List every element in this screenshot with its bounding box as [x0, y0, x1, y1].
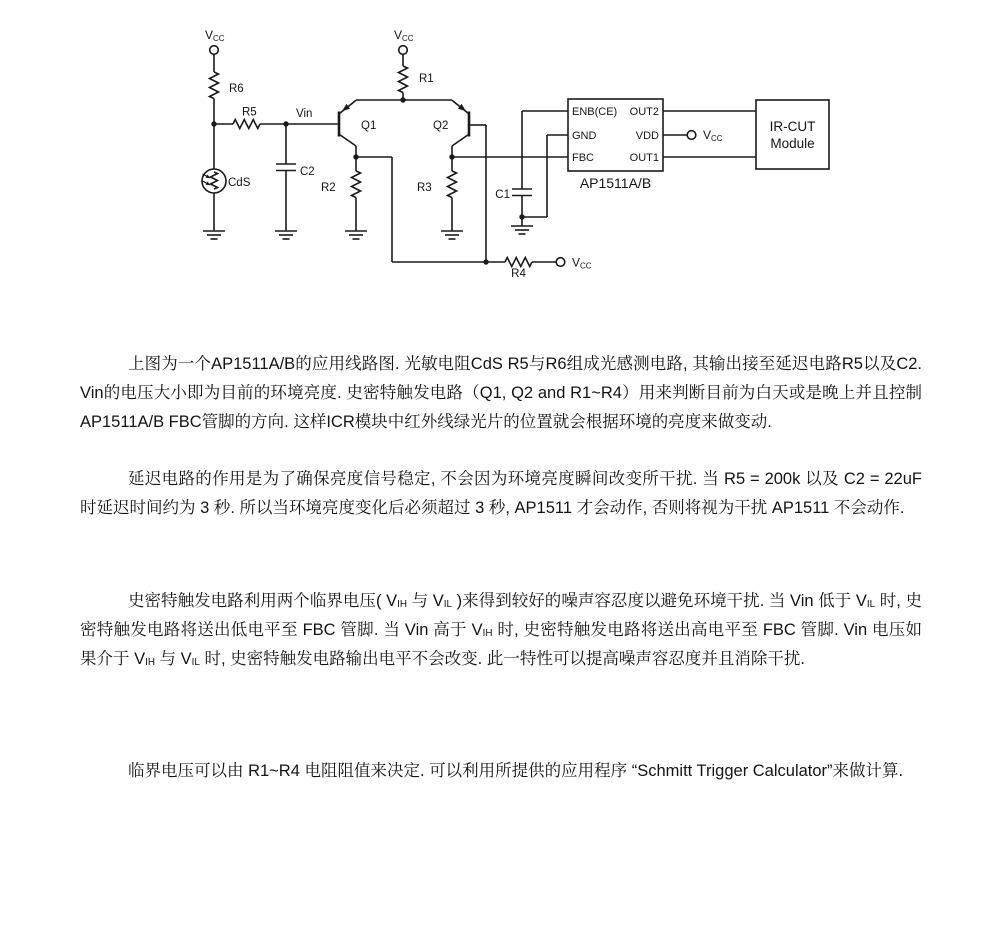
paragraph-circuit-overview: 上图为一个AP1511A/B的应用线路图. 光敏电阻CdS R5与R6组成光感测电路, 其输出接至延迟电路R5以及C2. Vin的电压大小即为目前的环境亮度. 史密特触发电路（Q1, Q2 and R1~R4）用来判断目前为白天或是晚上并且控制AP1511A/B FBC管脚的方向. 这样ICR模块中红外线绿光片的位置就会根据环境的亮度来做变动. — [80, 354, 922, 431]
ground-icon — [511, 226, 533, 234]
resistor-r2 — [352, 171, 361, 198]
r5-label: R5 — [242, 106, 257, 119]
pin-fbc: FBC — [572, 152, 594, 164]
vcc-label: VCC — [205, 28, 225, 43]
r4-label: R4 — [511, 268, 526, 280]
ground-icon — [203, 231, 225, 239]
application-circuit-diagram — [0, 0, 991, 310]
vcc-terminal — [556, 258, 565, 267]
vcc-terminal — [687, 131, 696, 140]
r1-label: R1 — [419, 73, 434, 85]
resistor-r3 — [448, 171, 457, 198]
cds-label: CdS — [228, 177, 251, 189]
cds-arrow-icon — [206, 182, 211, 186]
module-label-line2: Module — [770, 136, 815, 151]
pin-enb-ce: ENB(CE) — [572, 106, 618, 118]
ground-icon — [275, 231, 297, 239]
vcc-label: VCC — [394, 28, 414, 43]
pin-gnd: GND — [572, 130, 597, 142]
chip-name-label: AP1511A/B — [579, 175, 652, 191]
resistor-r6 — [210, 72, 219, 99]
c1-label: C1 — [495, 189, 510, 201]
vin-label: Vin — [296, 108, 313, 120]
vcc-terminal — [399, 46, 408, 55]
resistor-r4 — [505, 258, 532, 267]
ircut-module-box — [756, 100, 829, 169]
paragraph-threshold-voltage: 临界电压可以由 R1~R4 电阻阻值来决定. 可以利用所提供的应用程序 “Schmitt Trigger Calculator”来做计算. — [128, 761, 904, 780]
ground-icon — [441, 231, 463, 239]
cds-arrow-icon — [206, 175, 211, 179]
c2-label: C2 — [300, 166, 315, 178]
ground-symbols — [203, 226, 533, 239]
pin-vdd: VDD — [635, 130, 659, 142]
r3-label: R3 — [417, 182, 432, 194]
vcc-terminal — [210, 46, 219, 55]
pin-out1: OUT1 — [629, 152, 659, 164]
resistor-r5 — [233, 120, 260, 129]
vcc-label: VCC — [572, 255, 592, 271]
q1-label: Q1 — [361, 120, 377, 132]
resistor-r1 — [399, 66, 408, 93]
paragraph-schmitt-trigger: 史密特触发电路利用两个临界电压( $V_{IH}$ 与 $V_{IL}$ )来得到较好的噪声容忍度以避免环境干扰. 当 Vin 低于 $V_{IL}$ 时, 史密特触发电路将送出低电平至 FBC 管脚. 当 Vin 高于 $V_{IH}$ 时, 史密特触发电路将送出高电平至 FBC 管脚. Vin 电压如果介于 $V_{IH}$ 与 $V_{IL}$ 时, 史密特触发电路输出电平不会改变. 此一特性可以提高噪声容忍度并且消除干扰. — [80, 591, 922, 668]
vcc-label: VCC — [703, 128, 723, 143]
r6-label: R6 — [229, 83, 244, 95]
module-label-line1: IR-CUT — [769, 119, 816, 134]
pin-out2: OUT2 — [629, 106, 659, 118]
paragraph-delay-circuit: 延迟电路的作用是为了确保亮度信号稳定, 不会因为环境亮度瞬间改变所干扰. 当 R5 = 200k 以及 C2 = 22uF 时延迟时间约为 3 秒. 所以当环境亮度变化后必须超过 3 秒, AP1511 才会动作, 否则将视为干扰 AP1511 不会动作. — [80, 469, 922, 517]
ground-icon — [345, 231, 367, 239]
r2-label: R2 — [321, 182, 336, 194]
q2-label: Q2 — [433, 120, 449, 132]
